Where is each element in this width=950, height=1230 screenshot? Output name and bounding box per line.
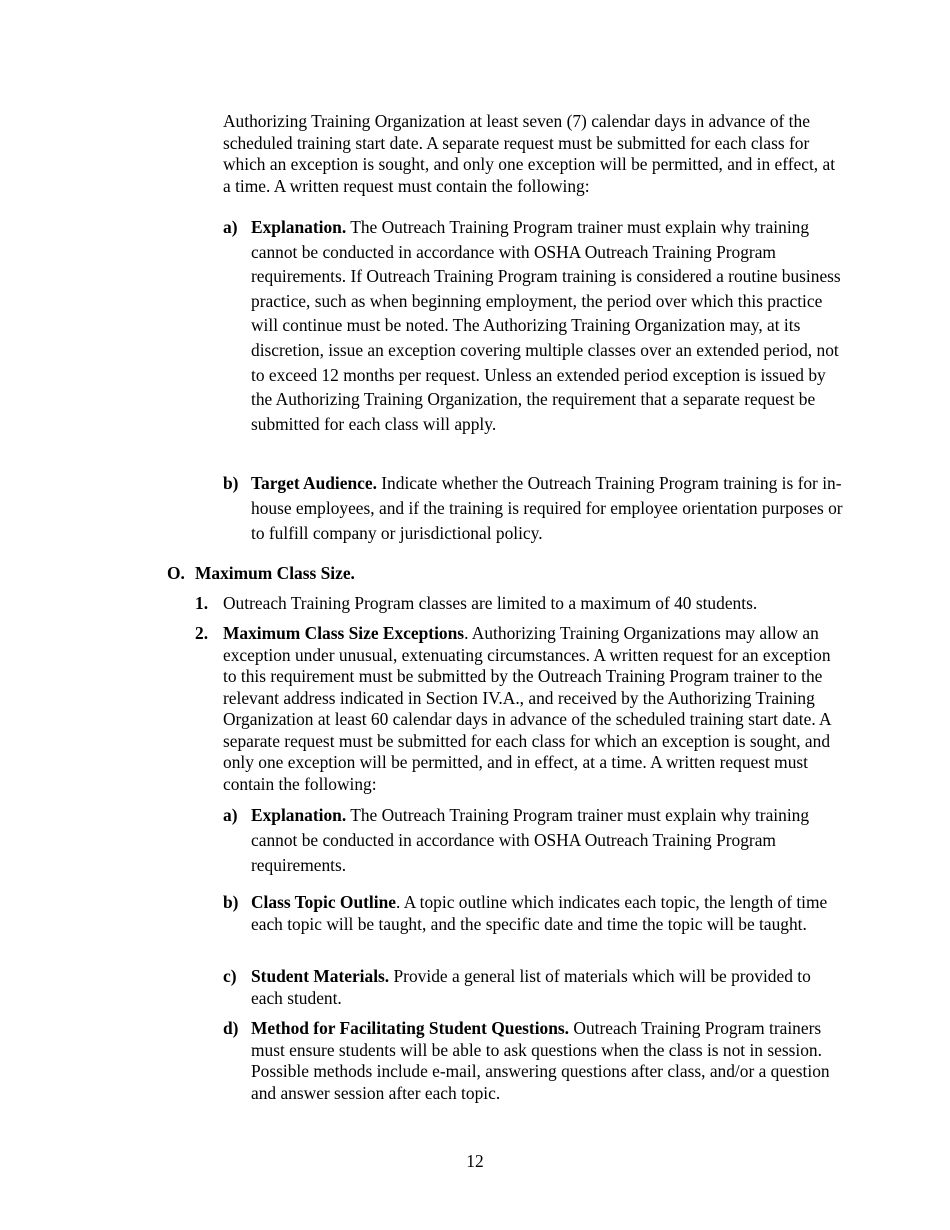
item-body <box>251 215 843 436</box>
item-body <box>251 892 843 935</box>
item-title: Student Materials. <box>251 966 390 986</box>
item-title: Class Topic Outline <box>251 892 396 912</box>
item-text: Outreach Training Program classes are limited to a maximum of 40 students. <box>223 593 758 613</box>
section-title: Maximum Class Size. <box>195 563 355 583</box>
item-text: The Outreach Training Program trainer must explain why training cannot be conducted in accordance with OSHA Outreach Training Program requirements. <box>251 805 810 875</box>
item-label: 1. <box>195 593 209 613</box>
item-text: Indicate whether the Outreach Training Program training is for in-house employees, and if the training is required for employee orientation purposes or to fulfill company or jurisdictional policy. <box>251 473 843 543</box>
section-label: O. <box>167 563 185 583</box>
item-title: Explanation. <box>251 217 347 237</box>
item-body <box>251 471 843 546</box>
item-text: . A topic outline which indicates each topic, the length of time each topic will be taught, and the specific date and time the topic will be taught. <box>251 892 828 934</box>
item-label: 2. <box>195 623 209 643</box>
item-body <box>223 623 843 795</box>
item-body <box>251 966 843 1009</box>
item-title: Method for Facilitating Student Questions. <box>251 1018 570 1038</box>
item-label: a) <box>223 217 238 237</box>
item-label: c) <box>223 966 237 986</box>
item-label: b) <box>223 892 239 912</box>
item-title: Maximum Class Size Exceptions <box>223 623 465 643</box>
item-label: a) <box>223 805 238 825</box>
item-text: Provide a general list of materials which will be provided to each student. <box>251 966 811 1008</box>
intro-paragraph: Authorizing Training Organization at least seven (7) calendar days in advance of the scheduled training start date. A separate request must be submitted for each class for which an exception is sought, and only one exception will be permitted, and in effect, at a time. A written request must contain the following: <box>223 111 836 196</box>
item-text: . Authorizing Training Organizations may allow an exception under unusual, extenuating circumstances. A written request for an exception to this requirement must be submitted by the Outreach Training Program trainer to the relevant address indicated in Section IV.A., and received by the Authorizing Training Organization at least 60 calendar days in advance of the scheduled training start date. A separate request must be submitted for each class for which an exception is sought, and only one exception will be permitted, and in effect, at a time. A written request must contain the following: <box>223 623 831 794</box>
item-label: d) <box>223 1018 239 1038</box>
item-label: b) <box>223 473 239 493</box>
item-text: Outreach Training Program trainers must ensure students will be able to ask questions when the class is not in session. Possible methods include e-mail, answering questions after class, and/or a question and answer session after each topic. <box>251 1018 830 1103</box>
item-title: Target Audience. <box>251 473 377 493</box>
item-title: Explanation. <box>251 805 347 825</box>
item-text: The Outreach Training Program trainer must explain why training cannot be conducted in accordance with OSHA Outreach Training Program requirements. If Outreach Training Program training is considered a routine business practice, such as when beginning employment, the period over which this practice will continue must be noted. The Authorizing Training Organization may, at its discretion, issue an exception covering multiple classes over an extended period, not to exceed 12 months per request. Unless an extended period exception is issued by the Authorizing Training Organization, the requirement that a separate request be submitted for each class will apply. <box>251 217 841 434</box>
item-body <box>251 1018 843 1104</box>
page-number: 12 <box>466 1151 484 1171</box>
item-body <box>251 803 843 878</box>
